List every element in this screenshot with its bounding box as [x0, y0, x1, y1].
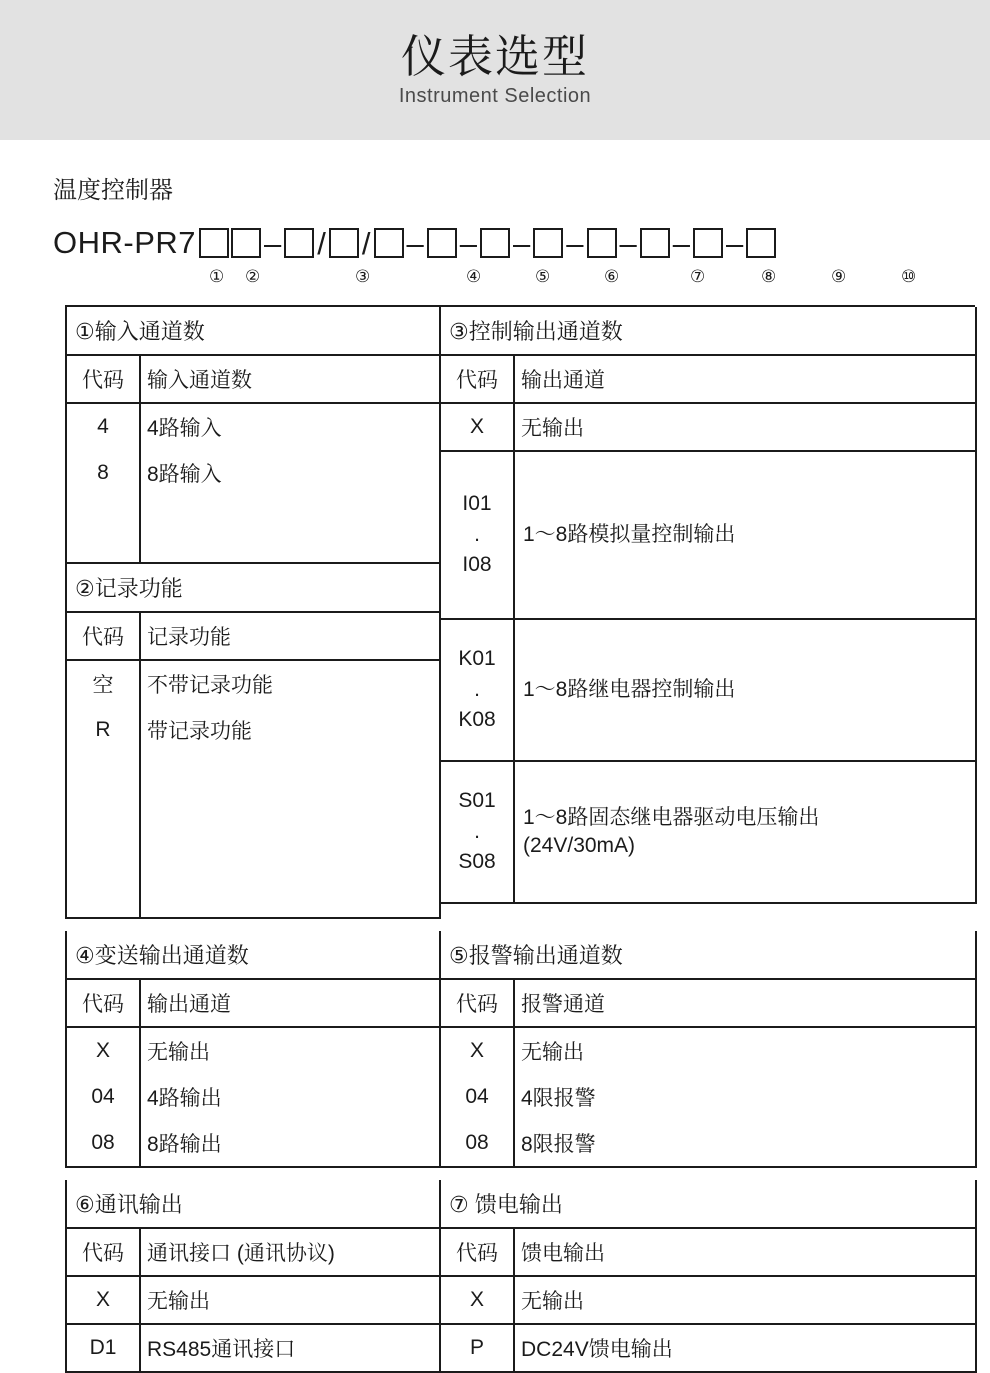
model-prefix: OHR-PR7	[53, 225, 197, 260]
table-row	[67, 980, 441, 1028]
table-row	[67, 661, 441, 707]
model-marker-9: ⑨	[831, 267, 847, 286]
cell-code-range	[441, 452, 515, 620]
header-code-2: 代码	[67, 613, 141, 661]
code-range-top: K01	[458, 647, 496, 671]
header-desc-2: 记录功能	[141, 613, 441, 661]
cell-desc: 8路输出	[141, 1120, 441, 1168]
table-row	[441, 404, 977, 452]
model-marker-6: ⑥	[604, 267, 620, 286]
model-slot-6	[533, 228, 563, 258]
product-name: 温度控制器	[53, 177, 173, 204]
table-row	[441, 452, 977, 620]
model-slot-3c	[374, 228, 404, 258]
section-title-1: ①输入通道数	[67, 307, 441, 356]
header-code-4: 代码	[67, 980, 141, 1028]
model-separator-4: –	[406, 225, 424, 261]
table-row	[67, 707, 441, 753]
header-code-6: 代码	[67, 1229, 141, 1277]
code-range-top: S01	[458, 789, 496, 813]
header-desc-3: 输出通道	[515, 356, 977, 404]
model-separator-8: –	[619, 225, 637, 261]
spec-column-right-a	[441, 307, 977, 919]
cell-code: 04	[67, 1074, 141, 1120]
cell-code: 空	[67, 661, 141, 707]
cell-spacer	[67, 496, 141, 564]
code-range-mid: .	[474, 677, 480, 701]
cell-desc: 4路输入	[141, 404, 441, 450]
table-row	[441, 620, 977, 762]
table-row	[441, 1028, 977, 1074]
page-title: 仪表选型	[400, 30, 589, 82]
cell-code: X	[67, 1028, 141, 1074]
model-marker-4: ④	[466, 267, 482, 286]
header-desc-7: 馈电输出	[515, 1229, 977, 1277]
page-header	[0, 0, 990, 140]
cell-desc	[515, 762, 977, 904]
table-row	[441, 762, 977, 904]
spec-column-left-c	[67, 1180, 441, 1373]
code-range-mid: .	[474, 522, 480, 546]
cell-code: X	[441, 1277, 515, 1325]
table-row	[67, 613, 441, 661]
model-slot-3b	[329, 228, 359, 258]
model-slot-10	[746, 228, 776, 258]
table-row	[441, 1120, 977, 1168]
code-range-bottom: K08	[458, 708, 496, 732]
model-separator-5: –	[459, 225, 478, 261]
model-slot-3a	[284, 228, 314, 258]
table-row	[67, 356, 441, 404]
header-code-5: 代码	[441, 980, 515, 1028]
cell-desc: 无输出	[141, 1028, 441, 1074]
header-desc-5: 报警通道	[515, 980, 977, 1028]
code-range-bottom: I08	[462, 553, 492, 577]
table-row	[67, 1229, 441, 1277]
content-area	[0, 170, 990, 1373]
section-title-5: ⑤报警输出通道数	[441, 931, 977, 980]
header-code-1: 代码	[67, 356, 141, 404]
table-row	[67, 450, 441, 496]
model-slot-7	[587, 228, 617, 258]
section-title-3: ③控制输出通道数	[441, 307, 977, 356]
header-desc-4: 输出通道	[141, 980, 441, 1028]
cell-desc: 4限报警	[515, 1074, 977, 1120]
code-range-top: I01	[462, 492, 492, 516]
model-marker-5: ⑤	[535, 267, 551, 286]
table-row	[441, 1229, 977, 1277]
cell-desc: 带记录功能	[141, 707, 441, 753]
model-slot-2	[231, 228, 261, 258]
cell-desc	[515, 452, 977, 620]
cell-code-range	[441, 620, 515, 762]
table-row	[67, 404, 441, 450]
table-row-filler	[67, 753, 441, 919]
model-marker-1: ①	[209, 267, 225, 286]
cell-spacer	[141, 496, 441, 564]
model-separator-6: –	[513, 225, 531, 261]
cell-code: X	[441, 1028, 515, 1074]
model-slot-1	[199, 228, 229, 258]
spec-column-right-b	[441, 931, 977, 1168]
desc-line: 1～8路模拟量控制输出	[523, 522, 736, 546]
cell-code: P	[441, 1325, 515, 1373]
model-slot-4	[427, 228, 457, 258]
header-code-7: 代码	[441, 1229, 515, 1277]
table-row	[441, 1325, 977, 1373]
header-desc-6: 通讯接口 (通讯协议)	[141, 1229, 441, 1277]
cell-desc	[515, 620, 977, 762]
cell-code: X	[441, 404, 515, 452]
cell-desc: 4路输出	[141, 1074, 441, 1120]
cell-code: X	[67, 1277, 141, 1325]
spec-table-block-c	[65, 1180, 975, 1373]
cell-desc: RS485通讯接口	[141, 1325, 441, 1373]
table-row	[441, 980, 977, 1028]
table-row-filler	[67, 496, 441, 564]
model-marker-7: ⑦	[690, 267, 706, 286]
model-slot-9	[693, 228, 723, 258]
model-separator-2: /	[317, 225, 326, 261]
table-row	[441, 1074, 977, 1120]
table-row	[67, 1074, 441, 1120]
header-desc-1: 输入通道数	[141, 356, 441, 404]
model-separator-7: –	[566, 225, 584, 261]
cell-spacer	[141, 753, 441, 919]
cell-desc: 不带记录功能	[141, 661, 441, 707]
spec-column-left-b	[67, 931, 441, 1168]
section-title-7: ⑦ 馈电输出	[441, 1180, 977, 1229]
model-slot-8	[640, 228, 670, 258]
code-range-mid: .	[474, 819, 480, 843]
model-separator-9: –	[672, 225, 691, 261]
desc-line: 1～8路继电器控制输出	[523, 677, 736, 701]
cell-code: 04	[441, 1074, 515, 1120]
cell-code: 8	[67, 450, 141, 496]
model-marker-2: ②	[245, 267, 261, 286]
cell-code: 08	[67, 1120, 141, 1168]
table-row	[441, 1277, 977, 1325]
table-row	[441, 356, 977, 404]
cell-spacer	[67, 753, 141, 919]
cell-desc: 8路输入	[141, 450, 441, 496]
table-row	[67, 1277, 441, 1325]
cell-desc: 无输出	[141, 1277, 441, 1325]
cell-desc: 8限报警	[515, 1120, 977, 1168]
spec-column-right-c	[441, 1180, 977, 1373]
model-slot-5	[480, 228, 510, 258]
cell-code: D1	[67, 1325, 141, 1373]
header-code-3: 代码	[441, 356, 515, 404]
model-separator-1: –	[264, 225, 282, 261]
spec-table-block-b	[65, 931, 975, 1168]
section-title-4: ④变送输出通道数	[67, 931, 441, 980]
desc-line-1: 1～8路固态继电器驱动电压输出	[523, 805, 820, 829]
model-separator-10: –	[726, 225, 744, 261]
model-code-row	[53, 221, 970, 265]
table-row	[67, 1325, 441, 1373]
code-range-bottom: S08	[458, 850, 496, 874]
model-separator-3: /	[361, 225, 371, 261]
cell-code-range	[441, 762, 515, 904]
page-subtitle: Instrument Selection	[398, 85, 592, 108]
cell-code: 08	[441, 1120, 515, 1168]
desc-line-2: (24V/30mA)	[523, 834, 636, 857]
cell-code: R	[67, 707, 141, 753]
cell-desc: 无输出	[515, 404, 977, 452]
cell-desc: 无输出	[515, 1277, 977, 1325]
model-marker-8: ⑧	[761, 267, 777, 286]
table-row	[67, 1120, 441, 1168]
cell-desc: DC24V馈电输出	[515, 1325, 977, 1373]
section-title-2: ②记录功能	[67, 564, 441, 613]
spec-column-left-a	[67, 307, 441, 919]
cell-code: 4	[67, 404, 141, 450]
model-marker-3: ③	[355, 267, 371, 286]
section-title-6: ⑥通讯输出	[67, 1180, 441, 1229]
cell-desc: 无输出	[515, 1028, 977, 1074]
model-marker-10: ⑩	[901, 267, 917, 286]
model-marker-row	[53, 267, 970, 293]
spec-table-block-a	[65, 305, 975, 919]
table-row	[67, 1028, 441, 1074]
